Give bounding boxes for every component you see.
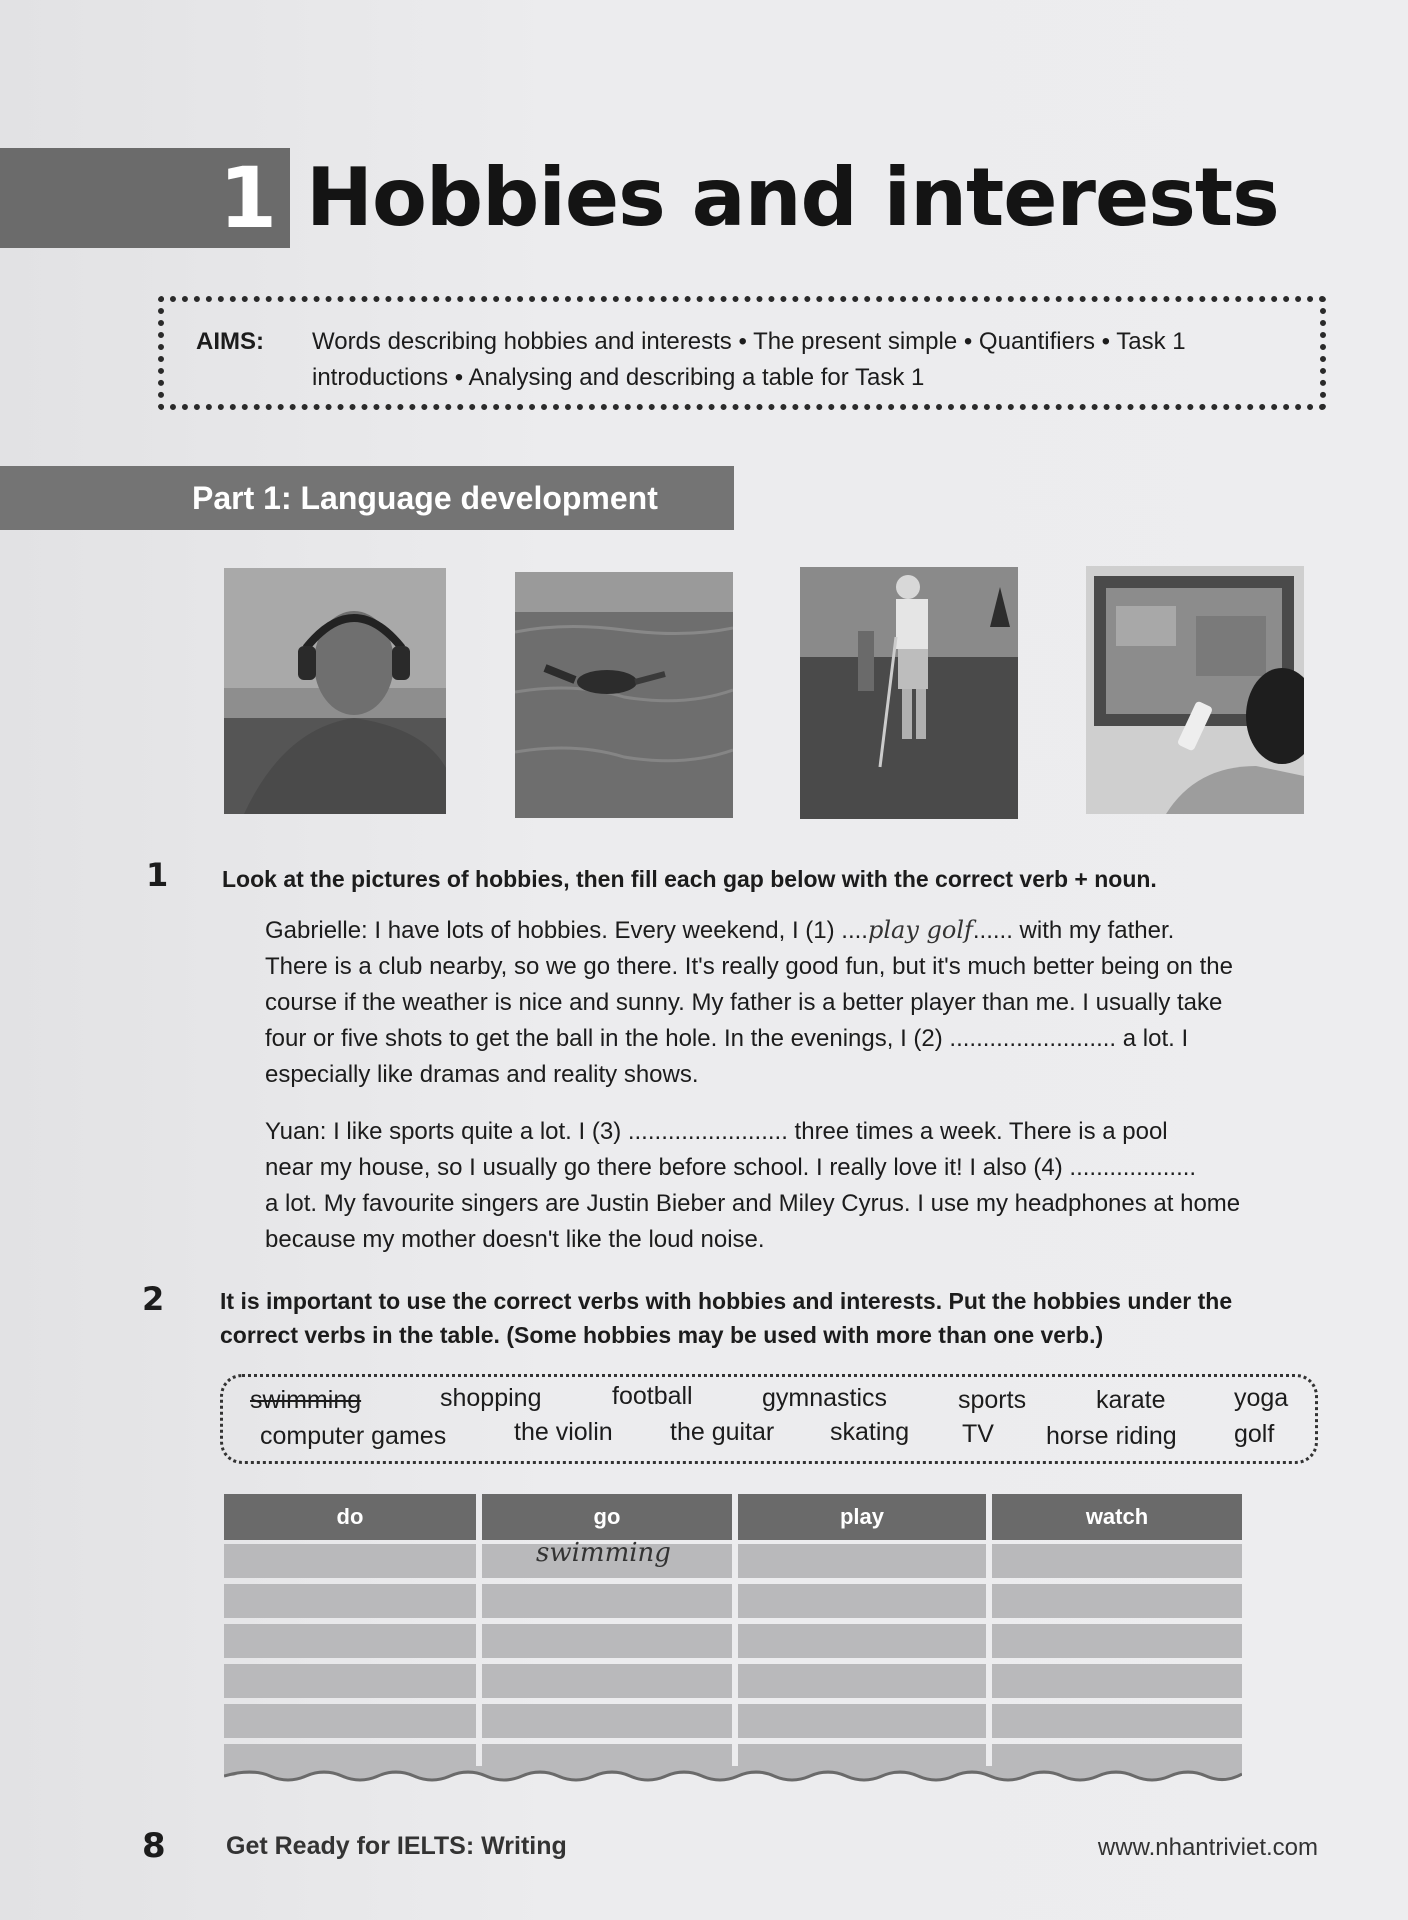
- word-tv: TV: [962, 1420, 994, 1448]
- word-sports: sports: [958, 1386, 1027, 1414]
- table-cell[interactable]: [992, 1624, 1242, 1658]
- table-cell[interactable]: [738, 1544, 986, 1578]
- watching-tv-photo: [1086, 566, 1304, 814]
- table-cell[interactable]: [992, 1584, 1242, 1618]
- table-cell[interactable]: [738, 1704, 986, 1738]
- table-cell[interactable]: [738, 1624, 986, 1658]
- table-cell[interactable]: [224, 1584, 476, 1618]
- gabrielle-line-2: There is a club nearby, so we go there. It's really good fun, but it's much better being on the: [265, 953, 1233, 980]
- word-gymnastics: gymnastics: [762, 1384, 888, 1412]
- table-cell[interactable]: [224, 1704, 476, 1738]
- exercise-2-instruction-line-2: correct verbs in the table. (Some hobbies may be used with more than one verb.): [220, 1322, 1104, 1348]
- word-horse-riding: horse riding: [1046, 1422, 1177, 1450]
- yuan-line-1: Yuan: I like sports quite a lot. I (3) ........................ three times a week. There is a pool: [265, 1118, 1168, 1145]
- table-header-go: go: [482, 1494, 732, 1540]
- table-cell[interactable]: [482, 1704, 732, 1738]
- handwritten-swimming: swimming: [536, 1538, 671, 1568]
- word-yoga: yoga: [1234, 1384, 1289, 1412]
- yuan-line-2: near my house, so I usually go there before school. I really love it! I also (4) ...................: [265, 1154, 1197, 1181]
- exercise-1-instruction: Look at the pictures of hobbies, then fill each gap below with the correct verb + noun.: [222, 866, 1157, 892]
- exercise-1-number: 1: [146, 856, 169, 894]
- word-skating: skating: [830, 1418, 910, 1446]
- table-cell[interactable]: [224, 1664, 476, 1698]
- table-header-watch: watch: [992, 1494, 1242, 1540]
- chapter-number: 1: [218, 149, 278, 247]
- table-cell[interactable]: [992, 1664, 1242, 1698]
- website-url[interactable]: www.nhantriviet.com: [1097, 1834, 1318, 1861]
- gabrielle-line-4: four or five shots to get the ball in the hole. In the evenings, I (2) ......................... a lot. I: [265, 1025, 1189, 1052]
- word-the-violin: the violin: [514, 1418, 613, 1446]
- aims-line-1: Words describing hobbies and interests • The present simple • Quantifiers • Task 1: [312, 328, 1186, 355]
- gabrielle-line-3: course if the weather is nice and sunny. My father is a better player than me. I usually take: [265, 989, 1223, 1016]
- word-karate: karate: [1096, 1386, 1166, 1414]
- gabrielle-line-1a: Gabrielle: I have lots of hobbies. Every weekend, I (1) ....: [265, 917, 868, 944]
- word-the-guitar: the guitar: [670, 1418, 775, 1446]
- word-football: football: [612, 1382, 693, 1410]
- table-cell[interactable]: [482, 1624, 732, 1658]
- exercise-2-instruction-line-1: It is important to use the correct verbs with hobbies and interests. Put the hobbies under the: [220, 1288, 1233, 1314]
- table-cell[interactable]: [992, 1704, 1242, 1738]
- yuan-line-4: because my mother doesn't like the loud noise.: [265, 1226, 765, 1253]
- aims-label: AIMS:: [196, 328, 264, 355]
- yuan-line-3: a lot. My favourite singers are Justin Bieber and Miley Cyrus. I use my headphones at home: [265, 1190, 1241, 1217]
- word-shopping: shopping: [440, 1384, 542, 1412]
- swimmer-photo: [515, 572, 733, 818]
- table-cell[interactable]: [992, 1544, 1242, 1578]
- gabrielle-line-5: especially like dramas and reality shows.: [265, 1061, 699, 1088]
- table-wavy-edge: [224, 1766, 1242, 1788]
- table-cell[interactable]: [738, 1584, 986, 1618]
- exercise-2-instruction: [220, 1284, 1330, 1352]
- handwritten-answer-1: play golf: [867, 916, 973, 944]
- part-title: Part 1: Language development: [192, 480, 658, 516]
- table-header-do: do: [224, 1494, 476, 1540]
- book-title: Get Ready for IELTS: Writing: [226, 1832, 567, 1860]
- table-cell[interactable]: [482, 1584, 732, 1618]
- yuan-paragraph: [265, 1114, 1325, 1258]
- exercise-2-number: 2: [142, 1280, 165, 1318]
- word-swimming: swimming: [250, 1386, 362, 1414]
- word-golf: golf: [1234, 1420, 1275, 1448]
- table-cell[interactable]: [738, 1664, 986, 1698]
- man-with-headphones-photo: [224, 568, 446, 814]
- chapter-title: Hobbies and interests: [306, 151, 1279, 244]
- page-number: 8: [142, 1826, 166, 1866]
- table-cell[interactable]: [224, 1624, 476, 1658]
- aims-text: [312, 324, 1262, 396]
- table-cell[interactable]: [482, 1664, 732, 1698]
- word-computer-games: computer games: [260, 1422, 447, 1450]
- table-cell[interactable]: [224, 1544, 476, 1578]
- golfer-photo: [800, 567, 1018, 819]
- aims-line-2: introductions • Analysing and describing a table for Task 1: [312, 364, 925, 391]
- table-header-play: play: [738, 1494, 986, 1540]
- gabrielle-paragraph: [265, 912, 1325, 1093]
- gabrielle-line-1b: ...... with my father.: [972, 917, 1175, 944]
- gabrielle-line-1: [265, 912, 1325, 949]
